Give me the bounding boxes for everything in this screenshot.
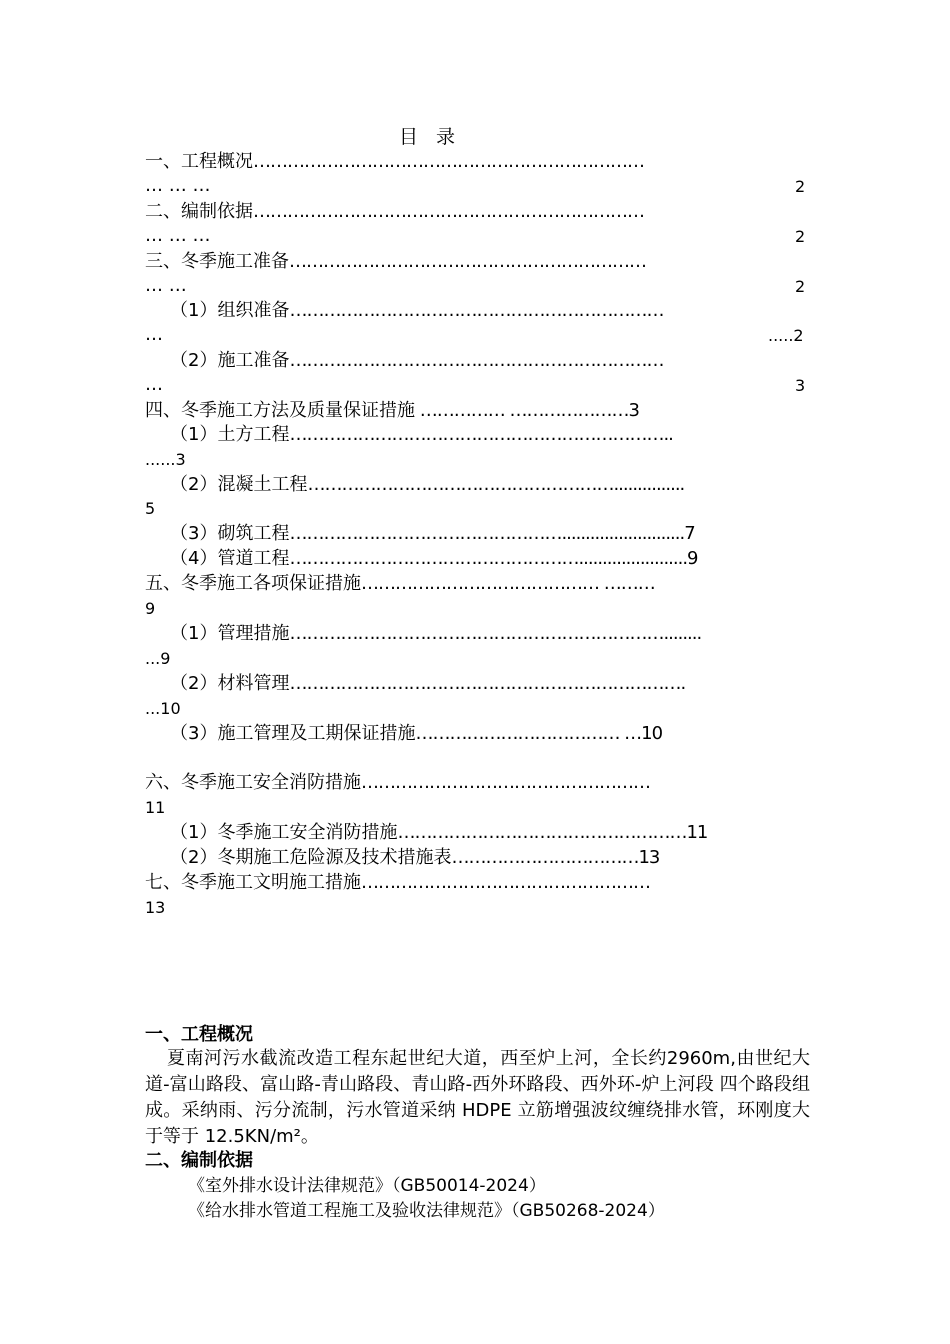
toc-page-number: 13 <box>145 898 166 917</box>
toc-entry[interactable] <box>145 871 650 895</box>
toc-leader-wrap: … … … <box>145 175 211 196</box>
toc-entry-text: 二、编制依据 <box>145 201 253 222</box>
toc-leader: ……………………………13 <box>451 847 660 868</box>
toc-page-number: 9 <box>145 599 156 618</box>
toc-entry[interactable] <box>145 150 644 174</box>
section-paragraph: 夏南河污水截流改造工程东起世纪大道，西至炉上河，全长约2960m,由世纪大道-富山路段、富山路-青山路段、青山路-西外环路段、西外环-炉上河段 四个路段组成。采纳雨、污分流制，污水管道采纳 HDPE 立筋增强波纹缠绕排水管，环刚度大于等于 12.5KN/m²。 <box>145 1048 810 1147</box>
toc-entry-text: （3）施工管理及工期保证措施 <box>170 723 416 744</box>
toc-leader: …………………………………………………………… <box>253 151 644 172</box>
toc-page-number: ...9 <box>145 649 171 668</box>
toc-leader: …………………………………………… <box>361 872 650 893</box>
toc-entry[interactable] <box>145 250 646 274</box>
toc-entry[interactable] <box>170 423 673 447</box>
toc-page-number: 3 <box>795 376 806 395</box>
reference-item: 《给水排水管道工程施工及验收法律规范》（GB50268-2024） <box>188 1201 665 1221</box>
toc-leader: ………………………………………………………… <box>289 350 664 371</box>
toc-leader: ……………………………………………………………. <box>289 673 686 694</box>
toc-page-number: 2 <box>795 277 806 296</box>
section-heading: 一、工程概况 <box>145 1024 253 1045</box>
toc-entry[interactable] <box>170 722 662 746</box>
toc-entry[interactable] <box>170 821 707 845</box>
toc-leader: …………………………………… ……… <box>361 573 655 594</box>
toc-entry-text: （1）管理措施 <box>170 623 290 644</box>
toc-entry-text: 三、冬季施工准备 <box>145 251 289 272</box>
toc-title: 目 录 <box>398 126 462 148</box>
toc-page-number: 2 <box>795 177 806 196</box>
toc-entry-text: （1）冬季施工安全消防措施 <box>170 822 398 843</box>
toc-leader-wrap: … … … <box>145 225 211 246</box>
toc-entry[interactable] <box>170 473 684 497</box>
toc-entry[interactable] <box>145 572 655 596</box>
toc-entry[interactable] <box>170 299 663 323</box>
toc-entry[interactable] <box>170 622 701 646</box>
toc-page-number: 11 <box>145 798 166 817</box>
toc-entry-text: （2）冬期施工危险源及技术措施表 <box>170 847 452 868</box>
toc-entry[interactable] <box>170 672 685 696</box>
toc-entry[interactable] <box>170 522 695 546</box>
toc-leader-wrap: … … <box>145 275 187 296</box>
toc-leader: ………………………………………………………….. <box>289 424 673 445</box>
toc-entry[interactable] <box>170 846 659 870</box>
toc-entry-text: （1）土方工程 <box>170 424 290 445</box>
toc-entry-text: 一、工程概况 <box>145 151 253 172</box>
toc-entry-text: （1）组织准备 <box>170 300 290 321</box>
toc-leader-wrap: … <box>145 324 163 345</box>
toc-entry-text: （4）管道工程 <box>170 548 290 569</box>
toc-leader: ……………………………… …10 <box>415 723 663 744</box>
toc-page-number: .....2 <box>768 326 804 345</box>
toc-leader: …………………………………………… <box>361 772 650 793</box>
toc-entry-text: （2）混凝土工程 <box>170 474 308 495</box>
toc-page-number: ...10 <box>145 699 181 718</box>
toc-leader: ……………………………………………………… <box>289 251 646 272</box>
toc-leader: ……………………………………………11 <box>397 822 708 843</box>
toc-entry[interactable] <box>145 771 650 795</box>
toc-leader: …………………………………………………………........ <box>289 623 702 644</box>
toc-page-number: 2 <box>795 227 806 246</box>
toc-entry[interactable] <box>145 399 639 423</box>
toc-leader: ………………………………………………............... <box>307 474 685 495</box>
toc-entry-text: 七、冬季施工文明施工措施 <box>145 872 361 893</box>
toc-leader: …………… …………………3 <box>415 400 639 421</box>
toc-entry-text: 六、冬季施工安全消防措施 <box>145 772 361 793</box>
toc-page-number: 5 <box>145 499 156 518</box>
section-heading: 二、编制依据 <box>145 1150 253 1171</box>
toc-entry[interactable] <box>145 200 644 224</box>
toc-leader: ………………………………………………………… <box>289 300 664 321</box>
toc-entry-text: （2）施工准备 <box>170 350 290 371</box>
toc-entry-text: 五、冬季施工各项保证措施 <box>145 573 361 594</box>
toc-entry-text: 四、冬季施工方法及质量保证措施 <box>145 400 415 421</box>
toc-leader: …………………………………………………………… <box>253 201 644 222</box>
toc-leader-wrap: ......3 <box>145 450 186 469</box>
toc-leader: …………………………………………..........................7 <box>289 523 695 544</box>
toc-entry-text: （2）材料管理 <box>170 673 290 694</box>
toc-entry[interactable] <box>170 349 663 373</box>
reference-item: 《室外排水设计法律规范》（GB50014-2024） <box>188 1176 546 1196</box>
toc-leader-wrap: … <box>145 374 163 395</box>
toc-entry[interactable] <box>170 547 698 571</box>
toc-entry-text: （3）砌筑工程 <box>170 523 290 544</box>
toc-leader: …………………………………………….......................9 <box>289 548 698 569</box>
